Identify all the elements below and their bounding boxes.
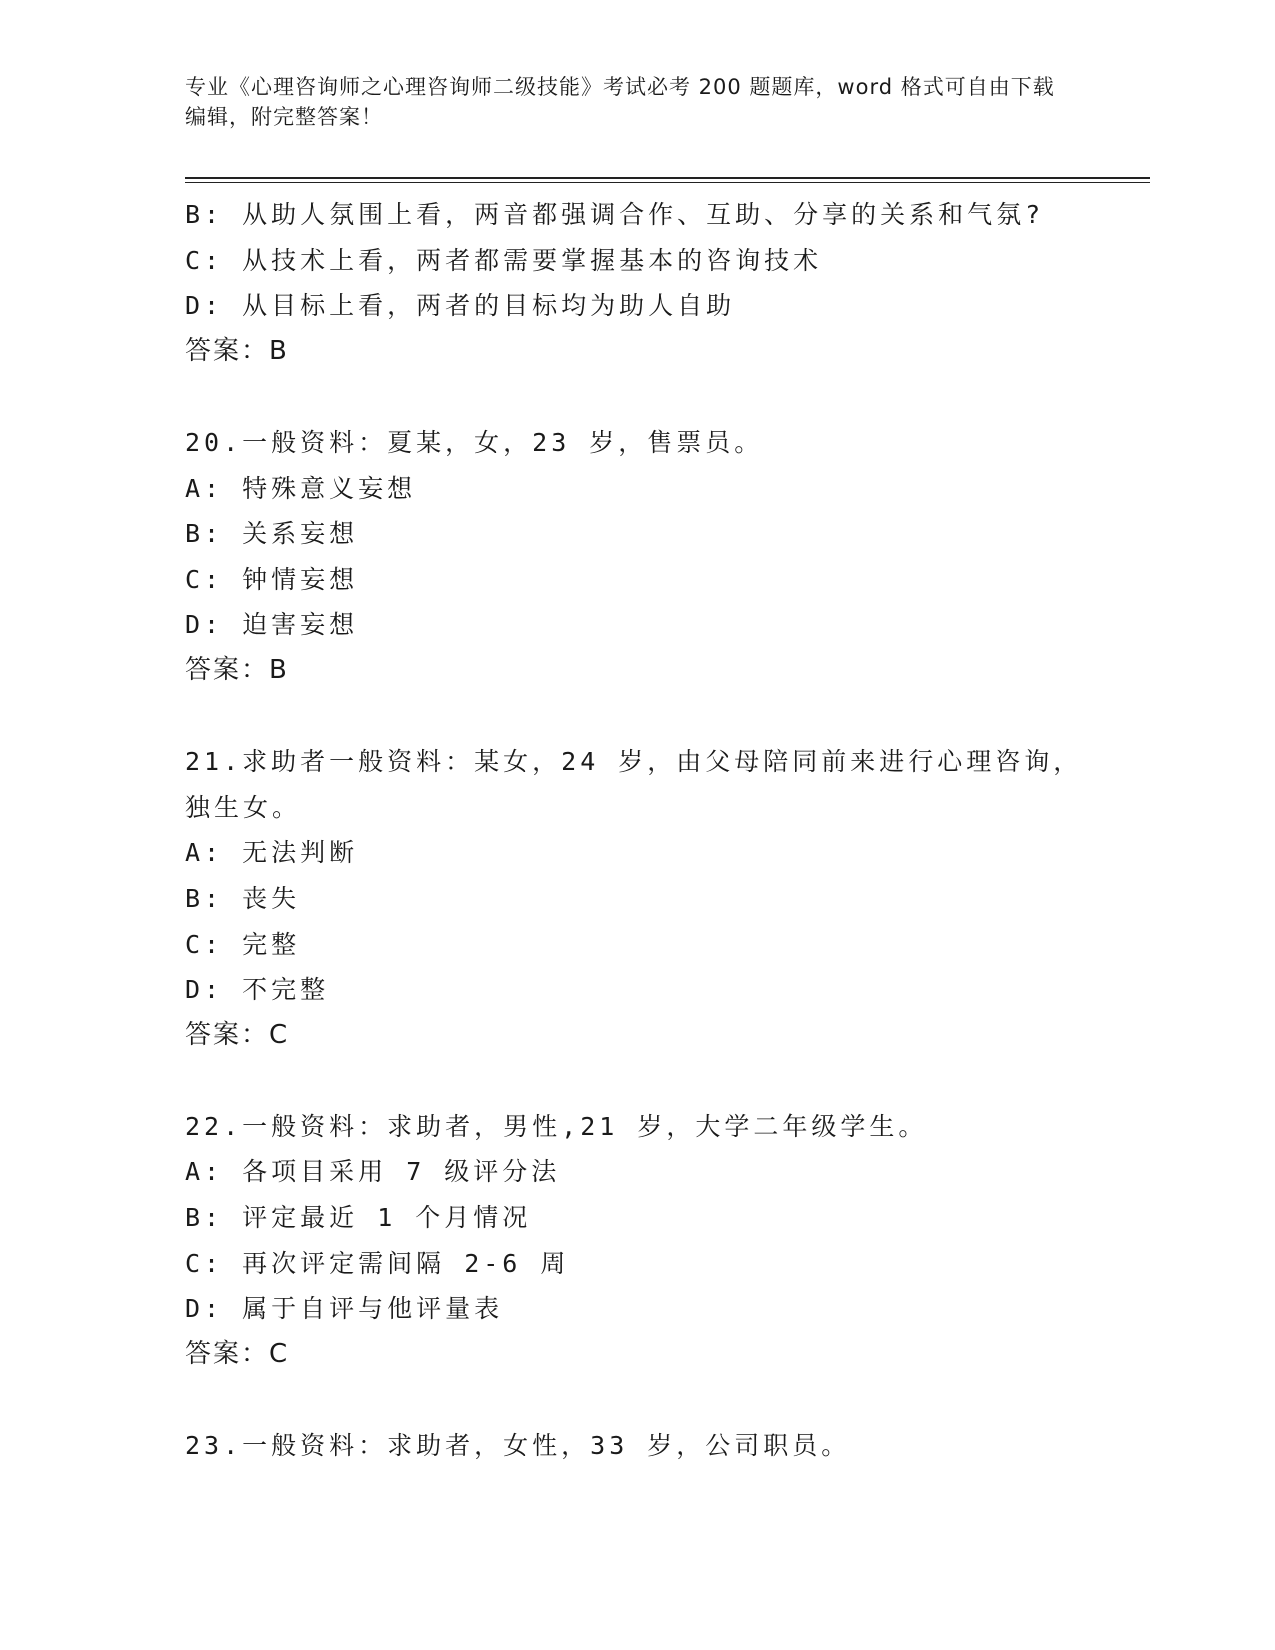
answer-line: 答案：B xyxy=(185,335,289,366)
question-title: 20.一般资料：夏某，女，23 岁，售票员。 xyxy=(185,427,764,457)
option-a: A: 各项目采用 7 级评分法 xyxy=(185,1157,561,1187)
header-rule-top xyxy=(185,177,1150,179)
option-b: B: 评定最近 1 个月情况 xyxy=(185,1203,532,1233)
question-21 xyxy=(185,739,1085,1058)
option-a: A: 特殊意义妄想 xyxy=(185,473,417,503)
spacer xyxy=(185,374,1085,420)
option-c: C: 钟情妄想 xyxy=(185,564,359,594)
answer-line: 答案：B xyxy=(185,654,289,685)
spacer xyxy=(185,1058,1085,1104)
option-c: C: 再次评定需间隔 2-6 周 xyxy=(185,1248,570,1278)
answer-line: 答案：C xyxy=(185,1338,290,1369)
header-rule-bottom xyxy=(185,182,1150,183)
question-continued xyxy=(185,192,1085,374)
question-title: 21.求助者一般资料：某女，24 岁，由父母陪同前来进行心理咨询，独生女。 xyxy=(185,747,1083,822)
answer-line: 答案：C xyxy=(185,1019,290,1050)
question-20 xyxy=(185,420,1085,694)
document-content xyxy=(185,192,1085,1469)
option-a: A: 无法判断 xyxy=(185,838,359,868)
option-b: B: 关系妄想 xyxy=(185,519,359,549)
option-d: D: 属于自评与他评量表 xyxy=(185,1294,504,1324)
question-title: 23.一般资料：求助者，女性，33 岁，公司职员。 xyxy=(185,1431,851,1461)
spacer xyxy=(185,1377,1085,1423)
option-d: D: 不完整 xyxy=(185,975,330,1005)
document-header: 专业《心理咨询师之心理咨询师二级技能》考试必考 200 题题库，word 格式可自由下载编辑，附完整答案！ xyxy=(185,75,1055,129)
option-b: B: 从助人氛围上看，两音都强调合作、互助、分享的关系和气氛? xyxy=(185,200,1045,229)
option-c: C: 完整 xyxy=(185,929,301,959)
spacer xyxy=(185,694,1085,740)
question-22 xyxy=(185,1104,1085,1378)
option-d: D: 从目标上看，两者的目标均为助人自助 xyxy=(185,291,736,321)
option-b: B: 丧失 xyxy=(185,883,301,913)
option-d: D: 迫害妄想 xyxy=(185,610,359,640)
question-23 xyxy=(185,1423,1085,1469)
question-title: 22.一般资料：求助者，男性,21 岁，大学二年级学生。 xyxy=(185,1111,928,1141)
option-c: C: 从技术上看，两者都需要掌握基本的咨询技术 xyxy=(185,245,823,275)
